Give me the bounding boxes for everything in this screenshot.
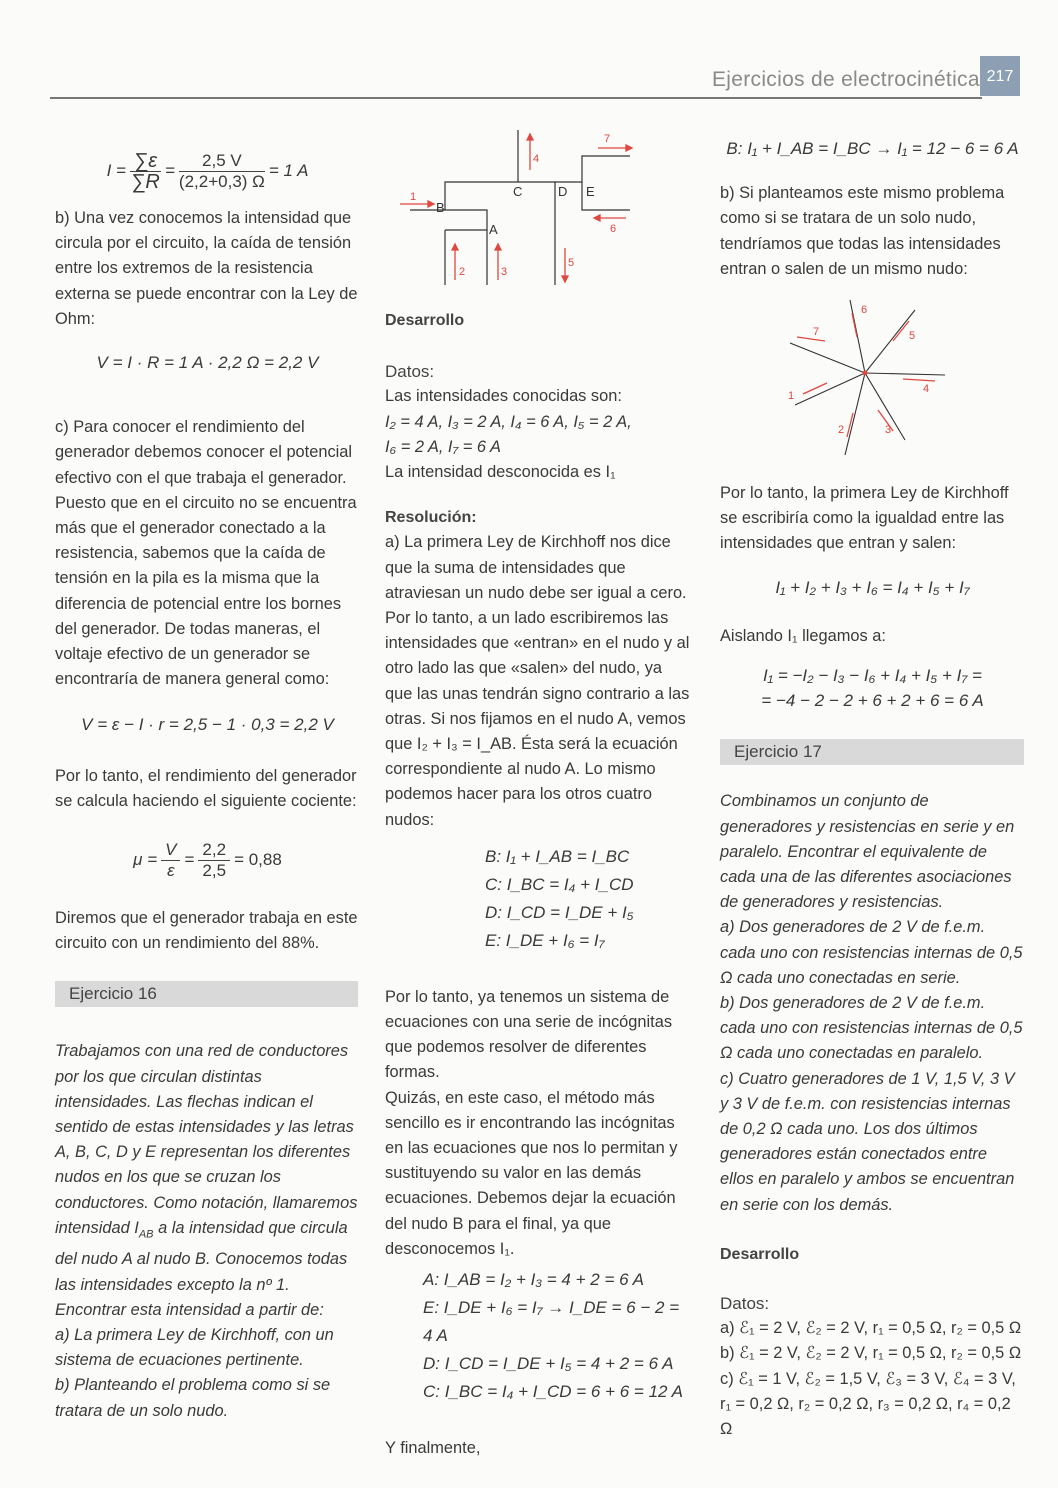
arrow-label-5: 5 [568, 257, 575, 269]
paragraph-rendimiento: Por lo tanto, el rendimiento del generador se calcula haciendo el siguiente cociente: [55, 766, 357, 810]
conductor-network-diagram [390, 120, 650, 290]
datos-c-1: c) ℰ₁ = 1 V, ℰ₂ = 1,5 V, ℰ₃ = 3 V, ℰ₄ = 3 V, [720, 1369, 1016, 1388]
isolated-equation-1: I₁ = −I₂ − I₃ − I₆ + I₄ + I₅ + I₇ = [763, 666, 982, 686]
arrow-4-head [527, 134, 533, 140]
solve-equations [423, 1266, 690, 1406]
arrow-7-head [626, 145, 632, 151]
column-3-lower [720, 481, 1025, 1442]
datos-a: a) ℰ₁ = 2 V, ℰ₂ = 2 V, r₁ = 0,5 Ω, r₂ = 0,5 Ω [720, 1319, 1022, 1338]
arrow-label-7: 7 [604, 133, 611, 145]
line-4 [865, 373, 945, 375]
resolucion-text: a) La primera Ley de Kirchhoff nos dice que la suma de intensidades que atraviesan un nudo debe ser igual a cero. Por lo tanto, a un lado escribiremos las intensidades que «entran» en el nudo y al otro lado las que «salen» del nudo, ya que las unas tendrán signo contrario a las otras. Si nos fijamos en el nudo A, vemos que I₂ + I₃ = I_AB. Ésta será la ecuación correspondiente al nudo A. Lo mismo podemos hacer para los otros cuatro nudos: [385, 533, 690, 829]
resolucion-heading: Resolución: [385, 509, 477, 527]
exercise-16-item-a: a) La primera Ley de Kirchhoff, con un sistema de ecuaciones pertinente. [55, 1325, 334, 1370]
column-2 [385, 308, 690, 1461]
arrow-label-2: 2 [838, 424, 845, 436]
datos-unknown: La intensidad desconocida es I₁ [385, 463, 616, 482]
resolucion-text-3: Quizás, en este caso, el método más sencillo es ir encontrando las incógnitas en las ecuaciones que nos lo permitan y sustituyendo su valor en las demás ecuaciones. Debemos dejar la ecuación del nudo B para el final, ya que desconocemos I₁. [385, 1088, 678, 1258]
fraction-numerator: 2,5 V [179, 151, 265, 172]
finally-text: Y finalmente, [385, 1439, 481, 1458]
fraction-numerator: V [161, 840, 180, 861]
current-equation [55, 136, 360, 206]
node-b-result-equation: B: I₁ + I_AB = I_BC → I₁ = 12 − 6 = 6 A [726, 139, 1019, 158]
page-number: 217 [980, 56, 1020, 96]
central-node [863, 371, 868, 376]
paragraph-conclusion: Diremos que el generador trabaja en este circuito con un rendimiento del 88%. [55, 909, 358, 953]
column-1 [55, 136, 360, 1424]
desarrollo-heading-2: Desarrollo [720, 1245, 800, 1263]
datos-line-1: I₂ = 4 A, I₃ = 2 A, I₄ = 6 A, I₅ = 2 A, [385, 412, 632, 431]
arrow-5 [893, 321, 909, 341]
line-1 [795, 373, 865, 405]
node-label-a: A [489, 222, 498, 237]
ohm-equation: V = I · R = 1 A · 2,2 Ω = 2,2 V [96, 353, 319, 373]
arrow-label-3: 3 [501, 266, 508, 278]
solve-eq-d: D: I_CD = I_DE + I₅ = 4 + 2 = 6 A [423, 1354, 674, 1374]
arrow-1-head [428, 201, 434, 207]
solve-eq-a: A: I_AB = I₂ + I₃ = 4 + 2 = 6 A [423, 1270, 644, 1290]
eq-lhs: μ = [133, 850, 158, 870]
fraction-numerator: 2,2 [198, 840, 230, 861]
datos-c-2: r₁ = 0,2 Ω, r₂ = 0,2 Ω, r₃ = 0,2 Ω, r₄ = 0,2 Ω [720, 1394, 1011, 1439]
sum-equation: I₁ + I₂ + I₃ + I₆ = I₄ + I₅ + I₇ [775, 577, 970, 597]
arrow-2-head [452, 244, 458, 250]
statement-part-1: Trabajamos con una red de conductores por los que circulan distintas intensidades. Las flechas indican el sentido de estas intensidades y las letras A, B, C, D y E representan los diferentes nudos en los que se cruzan los conductores. Como notación, llamaremos intensidad I [55, 1042, 358, 1237]
node-eq-e: E: I_DE + I₆ = I₇ [485, 930, 605, 950]
arrow-label-5: 5 [909, 330, 916, 342]
exercise-17-heading: Ejercicio 17 [720, 739, 1024, 765]
line-5 [865, 310, 915, 373]
datos-b: b) ℰ₁ = 2 V, ℰ₂ = 2 V, r₁ = 0,5 Ω, r₂ = 0,5 Ω [720, 1344, 1022, 1363]
exercise-17-item-b: b) Dos generadores de 2 V de f.e.m. cada uno con resistencias internas de 0,5 Ω cada uno conectadas en paralelo. [720, 994, 1023, 1063]
column-3 [720, 136, 1025, 282]
exercise-16-item-b: b) Planteando el problema como si se tratara de un solo nudo. [55, 1376, 331, 1420]
node-label-e: E [586, 184, 595, 199]
wire-c-d [518, 182, 555, 285]
datos-heading-2: Datos: [720, 1294, 770, 1314]
node-label-c: C [513, 184, 523, 199]
exercise-16-heading: Ejercicio 16 [55, 981, 358, 1007]
wire-a-3 [445, 230, 487, 285]
wire-b-c [445, 130, 518, 210]
wire-d-e-7 [555, 156, 630, 182]
arrow-label-2: 2 [459, 266, 466, 278]
node-label-d: D [558, 184, 568, 199]
arrow-3-head [495, 244, 501, 250]
line-7 [790, 343, 865, 373]
node-eq-c: C: I_BC = I₄ + I_CD [485, 874, 634, 894]
node-eq-b: B: I₁ + I_AB = I_BC [485, 846, 630, 866]
paragraph-c: c) Para conocer el rendimiento del generador debemos conocer el potencial efectivo con el que trabaja el generador. Puesto que en el circuito no se encuentra más que el generador conectado a la resistencia, sabemos que la caída de tensión en la pila es la misma que la diferencia de potencial entre los bornes del generador. De todas maneras, el voltaje efectivo de un generador se encontraría de manera general como: [55, 418, 357, 689]
solve-eq-e: E: I_DE + I₆ = I₇ → I_DE = 6 − 2 = 4 A [423, 1298, 680, 1346]
solve-eq-c: C: I_BC = I₄ + I_CD = 6 + 6 = 12 A [423, 1382, 683, 1402]
arrow-label-4: 4 [923, 383, 930, 395]
header-rule [50, 97, 982, 99]
node-equations [485, 843, 690, 955]
arrow-label-7: 7 [813, 326, 820, 338]
arrow-label-1: 1 [788, 390, 795, 402]
arrow-label-3: 3 [885, 424, 892, 436]
fraction-denominator: ∑R [131, 170, 160, 193]
node-label-b: B [436, 200, 445, 215]
fraction-numeric [179, 151, 265, 192]
wire-a-b [445, 210, 487, 230]
paragraph-single-node: b) Si planteamos este mismo problema como si se tratara de un solo nudo, tendríamos que todas las intensidades entran o salen de un mismo nudo: [720, 184, 1005, 278]
exercise-17-statement: Combinamos un conjunto de generadores y resistencias en serie y en paralelo. Encontrar el equivalente de cada una de las diferentes asociaciones de generadores y resistencias. [720, 792, 1015, 912]
efficiency-equation [55, 814, 360, 906]
exercise-17-item-c: c) Cuatro generadores de 1 V, 1,5 V, 3 V y 3 V de f.e.m. con resistencias internas de 0,2 Ω cada uno. Los dos últimos generadores están conectados entre ellos en paralelo y ambos se encuentran en serie con los demás. [720, 1069, 1015, 1214]
resolucion-text-2: Por lo tanto, ya tenemos un sistema de ecuaciones con una serie de incógnitas que podemos resolver de diferentes formas. [385, 987, 673, 1082]
eq-lhs: I = [106, 161, 126, 181]
arrow-5-head [562, 276, 568, 282]
fraction-numerator: ∑ε [130, 151, 161, 172]
eq-result: = 0,88 [234, 850, 282, 870]
equals-sign: = [164, 161, 175, 181]
isolated-equation-2: = −4 − 2 − 2 + 6 + 2 + 6 = 6 A [761, 691, 984, 711]
exercise-17-item-a: a) Dos generadores de 2 V de f.e.m. cada uno con resistencias internas de 0,5 Ω cada uno conectadas en serie. [720, 918, 1023, 987]
line-2 [845, 373, 865, 455]
arrow-label-6: 6 [861, 304, 868, 316]
arrow-label-6: 6 [610, 223, 617, 235]
datos-line-2: I₆ = 2 A, I₇ = 6 A [385, 437, 501, 456]
running-header-title: Ejercicios de electrocinética [712, 68, 980, 91]
equals-sign: = [184, 850, 195, 870]
node-eq-d: D: I_CD = I_DE + I₅ [485, 902, 634, 922]
arrow-7 [797, 337, 825, 341]
eq-result: = 1 A [268, 161, 309, 181]
fraction-denominator: 2,5 [202, 860, 227, 880]
single-node-diagram [785, 295, 955, 465]
fraction-numeric [198, 840, 230, 881]
datos-heading: Datos: [385, 362, 435, 382]
fraction-denominator: ε [167, 860, 175, 880]
fraction-symbolic [130, 151, 161, 192]
arrow-6-head [594, 215, 600, 221]
arrow-6 [852, 313, 857, 337]
statement-subscript: AB [138, 1228, 154, 1241]
statement-part-2: a la intensidad que circula del nudo A al nudo B. Conocemos todas las intensidades excepto la nº 1. Encontrar esta intensidad a partir de: [55, 1218, 348, 1319]
voltage-equation: V = ε − I · r = 2,5 − 1 · 0,3 = 2,2 V [81, 715, 334, 735]
fraction-symbolic [161, 840, 180, 881]
paragraph-b: b) Una vez conocemos la intensidad que circula por el circuito, la caída de tensión entre los extremos de la resistencia externa se puede encontrar con la Ley de Ohm: [55, 209, 358, 328]
desarrollo-heading: Desarrollo [385, 312, 465, 329]
fraction-denominator: (2,2+0,3) Ω [178, 171, 265, 191]
paragraph-kirchhoff: Por lo tanto, la primera Ley de Kirchhoff se escribiría como la igualdad entre las intensidades que entran y salen: [720, 484, 1009, 553]
exercise-16-statement [55, 1039, 360, 1323]
aislando-text: Aislando I₁ llegamos a: [720, 626, 886, 645]
arrow-4 [903, 379, 935, 381]
arrow-label-1: 1 [410, 191, 417, 203]
datos-intro: Las intensidades conocidas son: [385, 387, 622, 406]
arrow-label-4: 4 [533, 153, 540, 165]
